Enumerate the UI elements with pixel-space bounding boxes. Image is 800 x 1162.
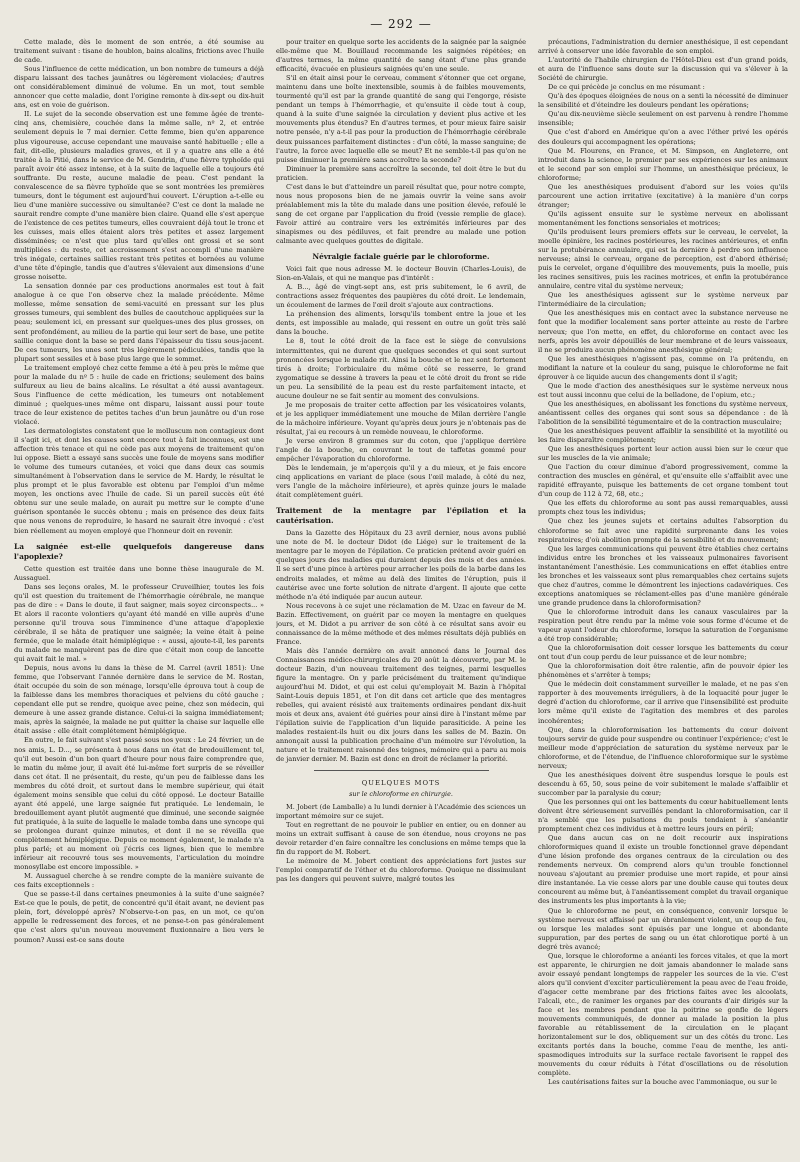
paragraph: Le 8, tout le côté droit de la face est le siège de convulsions intermittentes, qui ne durent que quelques secondes et qui sont surtout prononcées lorsque le malade rit. Ainsi la bouche et le nez sont fortement tirés à droite; l'orbiculaire du même côté se resserre, le grand zygomatique se dessine à travers la peau et le côté droit du front se ride un peu. La sensibilité de la peau est du reste parfaitement intacte, et aucune douleur ne se fait sentir au moment des convulsions.	[276, 337, 526, 400]
paragraph: Diminuer la première sans accroître la seconde, tel doit être le but du praticien.	[276, 164, 526, 182]
paragraph: II. Le sujet de la seconde observation est une femme âgée de trente-cinq ans, chemisière, couchée dans la même salle, nº 2, et entrée seulement depuis le 7 mai dernier. Cette femme, bien qu'en apparence plus vigoureuse, accuse cependant une mauvaise santé habituelle ; elle a fait, dit-elle, plusieurs maladies graves, et il y a quatre ans elle a été traitée à la Pitié, dans le service de M. Gendrin, d'une fièvre typhoïde qui paraît avoir été assez intense, et à la suite de laquelle elle a toujours été souffrante. Du reste, aucune maladie de peau. C'est pendant la convalescence de sa fièvre typhoïde que se sont montrées les premières tumeurs, dont le tégument est aujourd'hui couvert. L'éruption a-t-elle eu lieu d'une manière successive ou simultanée? C'est ce dont la malade ne saurait rendre compte d'une manière bien claire. Quand elle s'est aperçue de l'existence de ces petites tumeurs, elles couvraient déjà tout le tronc et les cuisses, mais elles étaient alors très petites et assez largement disséminées; ce n'est que plus tard qu'elles ont grossi et se sont multipliées : du reste, cet accroissement s'est accompli d'une manière très inégale, certaines saillies restant très petites et bornées au volume d'une tête d'épingle, tandis que d'autres s'élevaient aux dimensions d'une grosse noisette.	[14, 110, 264, 282]
section-heading-saignee: La saignée est-elle quelquefois dangereuse dans l'apoplexie?	[14, 541, 264, 561]
paragraph: Que se passe-t-il dans certaines pneumonies à la suite d'une saignée? Est-ce que le pouls, de petit, de concentré qu'il était avant, ne devient pas plein, fort, développé après? N'observe-t-on pas, en un mot, ce qu'on appelle le redressement des forces, et ne pense-t-on pas généralement que c'est alors qu'un nouveau mouvement fluxionnaire a lieu vers le poumon? Aussi est-ce sans doute	[14, 890, 264, 944]
divider	[314, 770, 489, 771]
paragraph: Sous l'influence de cette médication, un bon nombre de tumeurs a déjà disparu laissant des taches jaunâtres ou légèrement violacées; d'autres ont considérablement diminué de volume. En un mot, tout semble annoncer que cette maladie, dont l'origine remonte à dix-sept ou dix-huit ans, est en voie de guérison.	[14, 65, 264, 110]
paragraph: Qu'ils agissent ensuite sur le système nerveux en abolissant momentanément les fonctions sensoriales et motrices;	[538, 209, 788, 227]
paragraph: Que c'est d'abord en Amérique qu'on a avec l'éther privé les opérés des douleurs qui accompagnent les opérations;	[538, 128, 788, 146]
paragraph: Je verse environ 8 grammes sur du coton, que j'applique derrière l'angle de la bouche, en couvrant le tout de taffetas gommé pour empêcher l'évaporation du chloroforme.	[276, 436, 526, 464]
paragraph: Qu'au dix-neuvième siècle seulement on est parvenu à rendre l'homme insensible;	[538, 110, 788, 128]
paragraph: Les cautérisations faites sur la bouche avec l'ammoniaque, ou sur le	[548, 1078, 777, 1087]
paragraph: Cette question est traitée dans une bonne thèse inaugurale de M. Aussaguel.	[14, 564, 264, 582]
paragraph: Que les anesthésiques, en abolissant les fonctions du système nerveux, anéantissent celles des organes qui sont sous sa dépendance : de là l'abolition de la sensibilité tégumentaire et de la contraction musculaire;	[538, 399, 788, 426]
paragraph: Que le chloroforme ne peut, en conséquence, convenir lorsque le système nerveux est affaissé par un ébranlement violent, un coup de feu, ou lorsque les malades sont épuisés par une longue et abondante suppuration, par des pertes de sang ou un état chlorotique porté à un degré très avancé;	[538, 906, 788, 951]
section-heading-mentagre: Traitement de la mentagre par l'épilation et la cautérisation.	[276, 506, 526, 526]
column-2	[276, 38, 526, 1162]
paragraph: Que chez les jeunes sujets et certains adultes l'absorption du chloroforme se fait avec une rapidité surprenante dans les voies respiratoires; d'où abolition prompte de la sensibilité et du mouvement;	[538, 517, 788, 544]
paragraph: Que les anesthésiques agissent sur le système nerveux par l'intermédiaire de la circulation;	[538, 291, 788, 309]
paragraph: De ce qui précède je conclus en me résumant :	[548, 83, 705, 92]
paragraph: L'autorité de l'habile chirurgien de l'Hôtel-Dieu est d'un grand poids, et aura de l'influence sans doute sur la discussion qui va s'élever à la Société de chirurgie.	[538, 56, 788, 83]
paragraph: Que les anesthésiques mis en contact avec la substance nerveuse ne font que la modifier localement sans porter atteinte au reste de l'arbre nerveux; que l'on mette, en effet, du chloroforme en contact avec les nerfs, après les avoir dépouillés de leur membrane et de leurs vaisseaux, il ne se produira aucun phénomène anesthésique général;	[538, 309, 788, 354]
paragraph: Que les personnes qui ont les battements du cœur habituellement lents doivent être sérieusement surveillés pendant la chloroformisation, car il n'a semblé que les pulsations du pouls tendaient à s'anéantir promptement chez ces individus et à mettre leurs jours en péril;	[538, 797, 788, 834]
paragraph: Dans ses leçons orales, M. le professeur Cruveilhier, toutes les fois qu'il est question du traitement de l'hémorrhagie cérébrale, ne manque pas de dire : « Dans le doute, il faut saigner, mais soyez circonspects... » Et alors il raconte volontiers qu'ayant été mandé en ville auprès d'une personne qu'il trouva sous l'imminence d'une attaque d'apoplexie cérébrale, il se hâta de pratiquer une saignée; la veine était à peine fermée, que le malade était hémiplégique : « aussi, ajoute-t-il, les parents du malade ne manquèrent pas de dire que c'était mon coup de lancette qui avait fait le mal. »	[14, 582, 264, 664]
paragraph: En outre, le fait suivant s'est passé sous nos yeux : Le 24 février, un de nos amis, L. D..., se présenta à nous dans un état de bredouillement tel, qu'il eut besoin d'un bon quart d'heure pour nous faire comprendre que, le matin du même jour, il avait été lui-même fort surpris de se réveiller dans cet état. Il ne présentait, du reste, qu'un peu de faiblesse dans les membres du côté droit, et surtout dans le membre supérieur, qui était également moins sensible que celui du côté opposé. Le docteur Bataille ayant été appelé, une large saignée fut pratiquée. Le lendemain, le bredouillement ayant plutôt augmenté que diminué, une seconde saignée fut pratiquée, à la suite de laquelle le malade tomba dans une syncope qui se prolongea durant quinze minutes, et dont il ne se réveilla que complètement hémiplégique. Depuis ce moment également, le malade n'a plus parlé; et au moment où j'écris ces lignes, bien que le membre inférieur ait recouvré tous ses mouvements, l'articulation du moindre monosyllabe est encore impossible. »	[14, 736, 264, 872]
columns	[14, 38, 788, 1162]
paragraph: Que le médecin doit constamment surveiller le malade, et ne pas s'en rapporter à des mouvements irréguliers, à de la loquacité pour juger le degré d'action du chloroforme, car il arrive que l'insensibilité est produite lors même qu'il existe de l'agitation des membres et des paroles incohérentes;	[538, 680, 788, 725]
paragraph: Que le chloroforme introduit dans les canaux vasculaires par la respiration peut être rendu par la même voie sous forme d'écume et de vapeur ayant l'odeur du chloroforme, lorsque la saturation de l'organisme a été trop considérable;	[538, 607, 788, 644]
section-heading-quelques-mots: QUELQUES MOTS	[361, 778, 441, 787]
paragraph: La préhension des aliments, lorsqu'ils tombent entre la joue et les dents, est impossible au malade, qui ressent en outre un goût très salé dans la bouche.	[276, 310, 526, 337]
paragraph: La sensation donnée par ces productions anormales est tout à fait analogue à ce que l'on observe chez la malade précédente. Même mollesse, même sensation de semi-vacuité en pressant sur les plus grosses tumeurs, qui semblent des bulles de caoutchouc appliquées sur la peau; seulement ici, en pressant sur quelques-unes des plus grosses, on sent profondément, au milieu de la partie qui leur sert de base, une petite saillie conique dont la base se perd dans l'épaisseur du tissu sous-jacent. De ces tumeurs, les unes sont très légèrement pédiculées, tandis que la plupart sont sessiles et à base plus large que le sommet.	[14, 282, 264, 363]
paragraph: Mais dès l'année dernière on avait annoncé dans le Journal des Connaissances médico-chirurgicales du 20 août la découverte, par M. le docteur Bazin, d'un nouveau traitement des teignes, parmi lesquelles figure la mentagre. On y parle précisément du traitement qu'indique aujourd'hui M. Didot, et qui est celui qu'employait M. Bazin à l'hôpital Saint-Louis depuis 1851, et l'on dit dans cet article que des mentagres rebelles, qui avaient résisté aux traitements ordinaires pendant dix-huit mois et deux ans, avaient été guéries pour ainsi dire à l'instant même par l'épilation suivie de l'application d'un liquide parasiticide. A peine les malades restaient-ils huit ou dix jours dans les salles de M. Bazin. On annonçait aussi la publication prochaine d'un mémoire sur l'évolution, la nature et le traitement raisonné des teignes, mémoire qui a paru au mois de janvier dernier. M. Bazin est donc en droit de réclamer la priorité.	[276, 646, 526, 764]
paragraph: C'est dans le but d'atteindre un pareil résultat que, pour notre compte, nous nous proposons bien de ne jamais ouvrir la veine sans avoir préalablement mis la tête du malade dans une position élevée, refoulé le sang de cet organe par l'application du froid (vessie remplie de glace). Favoir attiré au contraire vers les extrémités inférieures par des sinapismes ou des pédiluves, et fait prendre au malade une potion calmante avec quelques gouttes de digitale.	[276, 182, 526, 246]
paragraph: Que les anesthésiques doivent être suspendus lorsque le pouls est descendu à 65, 50, sous peine de voir subitement le malade s'affaiblir et succomber par la paralysie du cœur;	[538, 770, 788, 797]
paragraph: Que la chloroformisation doit cesser lorsque les battements du cœur ont tout d'un coup perdu de leur puissance et de leur nombre;	[538, 644, 788, 662]
section-heading-nevralgie: Névralgie faciale guérie par le chloroforme.	[312, 252, 490, 262]
paragraph: Que le mode d'action des anesthésiques sur le système nerveux nous est tout aussi inconnu que celui de la belladone, de l'opium, etc.;	[538, 381, 788, 399]
page-number: — 292 —	[370, 17, 432, 31]
paragraph: Les dermatologistes constatent que le molluscum non contagieux dont il s'agit ici, et dont les causes sont encore tout à fait inconnues, est une affection très tenace et qui ne cède pas aux moyens de traitement qu'on lui oppose. Biett a essayé sans succès une foule de moyens sans modifier le volume des tumeurs cutanées, et voici que dans deux cas soumis simultanément à l'observation dans le service de M. Hardy, le résultat le plus prompt et le plus favorable est obtenu par l'emploi d'un même moyen, les onctions avec l'huile de cade. Si un pareil succès eût été obtenu sur une seule malade, on aurait pu mettre sur le compte d'une guérison spontanée le succès obtenu ; mais en présence des deux faits que nous venons de reproduire, le hasard ne saurait être invoqué : c'est bien réellement au moyen employé que l'honneur doit en revenir.	[14, 427, 264, 535]
paragraph: Dès le lendemain, je m'aperçois qu'il y a du mieux, et je fais encore cinq applications en variant de place (sous l'œil malade, à côté du nez, vers l'angle de la mâchoire inférieure), et après quinze jours le malade était complètement guéri.	[276, 464, 526, 500]
column-3	[538, 38, 788, 1162]
paragraph: Depuis, nous avons lu dans la thèse de M. Carrel (avril 1851): Une femme, que l'observant l'année dernière dans le service de M. Rostan, était occupée du soin de son ménage, lorsqu'elle éprouva tout à coup de la faiblesse dans les membres thoraciques et pelviens du côté gauche ; cependant elle put se rendre, quoique avec peine, chez son médecin, qui demeure à une assez grande distance. Celui-ci la saigna immédiatement; mais, après la saignée, la malade ne put quitter la chaise sur laquelle elle était assise : elle était complétement hémiplégique.	[14, 664, 264, 736]
paragraph: M. Aussaguel cherche à se rendre compte de la manière suivante de ces faits exceptionnels :	[14, 872, 264, 890]
paragraph: Nous recevons à ce sujet une réclamation de M. Uzac en faveur de M. Bazin. Effectivement, on guérit par ce moyen la mentagre en quelques jours, et M. Didot a pu arriver de son côté à ce résultat sans avoir eu connaissance de la même méthode et des mêmes résultats déjà publiés en France.	[276, 601, 526, 646]
paragraph: Que M. Flourens, en France, et M. Simpson, en Angleterre, ont introduit dans la science, le premier par ses expériences sur les animaux et le second par son emploi sur l'homme, un anesthésique précieux, le chloroforme;	[538, 146, 788, 182]
paragraph: Que dans aucun cas on ne doit recourir aux inspirations chloroformiques quand il existe un trouble fonctionnel grave dépendant d'une lésion profonde des organes centraux de la circulation ou des rendements nerveux. On comprend alors qu'un trouble fonctionnel nouveau s'ajoutant au premier produise une mort rapide, et pour ainsi dire instantanée. La vie cesse alors par une double cause qui toutes deux concourent au même but, à l'anéantissement complet du travail organique des instruments les plus importants à la vie;	[538, 834, 788, 906]
paragraph: pour traiter en quelque sorte les accidents de la saignée par la saignée elle-même que M. Bouillaud recommande les saignées répétées; en d'autres termes, la même quantité de sang étant d'une plus grande efficacité, évacuée en plusieurs saignées qu'en une seule.	[276, 38, 526, 74]
paragraph: Que la chloroformisation doit être ralentie, afin de pouvoir épier les phénomènes et s'arrêter à temps;	[538, 662, 788, 680]
paragraph: Le mémoire de M. Jobert contient des appréciations fort justes sur l'emploi comparatif de l'éther et du chloroforme. Quoique ne dissimulant pas les dangers qui peuvent suivre, malgré toutes les	[276, 856, 526, 883]
paragraph: S'il en était ainsi pour le cerveau, comment s'étonner que cet organe, maintenu dans une boîte inextensible, soumis à de faibles mouvements, tourmenté qu'il est par la grande quantité de sang qui l'engorge, résiste pendant un temps à l'hémorrhagie, et qu'ensuite il cède tout à coup, quand à la suite d'une saignée la circulation y devient plus active et les mouvements plus étendus? En d'autres termes, et pour mieux faire saisir notre pensée, n'y a-t-il pas pour la production de l'hémorrhagie cérébrale deux puissances parfaitement distinctes : d'un côté, la masse sanguine; de l'autre, la force avec laquelle elle se meut? Et ne semble-t-il pas qu'on ne puisse diminuer la première sans accroître la seconde?	[276, 74, 526, 164]
section-subheading: sur le chloroforme en chirurgie.	[349, 789, 453, 798]
paragraph: Dans la Gazette des Hôpitaux du 23 avril dernier, nous avons publié une note de M. le docteur Didot (de Liége) sur le traitement de la mentagre par le moyen de l'épilation. Ce praticien prétend avoir guéri en quelques jours des maladies qui duraient depuis des mois et des années. Il se sert d'une pince à artères pour arracher les poils de la barbe dans les endroits malades, et même au delà des limites de l'éruption, puis il cautérise avec une forte solution de nitrate d'argent. Il ajoute que cette méthode n'a été indiquée par aucun auteur.	[276, 529, 526, 601]
paragraph: Que les anesthésiques n'agissent pas, comme on l'a prétendu, en modifiant la nature et la couleur du sang, puisque le chloroforme ne fait éprouver à ce liquide aucun des changements dont il s'agit;	[538, 354, 788, 381]
paragraph: précautions, l'administration du dernier anesthésique, il est cependant arrivé à conserver une idée favorable de son emploi.	[538, 38, 788, 56]
paragraph: Tout en regrettant de ne pouvoir le publier en entier, ou en donner au moins un extrait suffisant à cause de son étendue, nous croyons ne pas devoir retarder d'en faire connaître les conclusions en même temps que la fin du rapport de M. Robert.	[276, 820, 526, 856]
paragraph: Qu'à des époques éloignées de nous on a senti la nécessité de diminuer la sensibilité et d'éteindre les douleurs pendant les opérations;	[538, 92, 788, 110]
paragraph: Que les effets du chloroforme au sont pas aussi remarquables, aussi prompts chez tous les individus;	[538, 499, 788, 517]
paragraph: Que, dans la chloroformisation les battements du cœur doivent toujours servir de guide pour suspendre ou continuer l'expérience; c'est le meilleur mode d'appréciation de saturation du système nerveux par le chloroforme, et de l'étendue, de l'influence chloroformique sur le système nerveux;	[538, 725, 788, 770]
paragraph: Que les anesthésiques peuvent affaiblir la sensibilité et la myotilité ou les faire disparaître complètement;	[538, 427, 788, 445]
paragraph: Que les larges communications qui peuvent être établies chez certains individus entre les bronches et les vaisseaux pulmonaires favorisent instantanément l'anesthésie. Les communications en effet établies entre les bronches et les vaisseaux sont plus remarquables chez certains sujets que chez d'autres, comme le démontrent les injections cadavériques. Ces exceptions anatomiques se réclament-elles pas d'une manière générale une grande prudence dans la chloroformisation?	[538, 544, 788, 607]
paragraph: Que, lorsque le chloroforme a anéanti les forces vitales, et que la mort est apparente, le chirurgien ne doit jamais abandonner le malade sans avoir essayé pendant longtemps de rappeler les sources de la vie. C'est alors qu'il convient d'exciter particulièrement la peau avec de l'eau froide, d'agacer cette membrane par des frictions faites avec les alcoolats, l'alcali, etc., de ranimer les organes par des courants d'air dirigés sur la face et les membres pendant que la poitrine se gonfle de légers mouvements communiqués, de donner au malade la position la plus favorable au rétablissement de la circulation en le plaçant horizontalement sur le dos, obliquement sur un des côtés du tronc. Les excitants portés dans la bouche, comme l'eau de menthe, les anti-spasmodiques introduits sur la surface rectale favorisent le rappel des mouvements du cœur réduits à l'état d'oscillations ou de résolution complète.	[538, 951, 788, 1078]
paragraph: Je me proposais de traiter cette affection par les vésicatoires volants, et je les appliquer immédiatement une mouche de Milan derrière l'angle de la mâchoire inférieure. Voyant qu'après deux jours je n'obtenais pas de résultat, j'ai eu recours à un remède nouveau, le chloroforme.	[276, 400, 526, 436]
paragraph: Qu'ils produisent leurs premiers effets sur le cerveau, le cervelet, la moelle épinière, les racines postérieures, les racines antérieures, et enfin sur la protubérance annulaire, qui est la dernière à perdre son influence nerveuse; ainsi le cerveau, organe de perception, est d'abord éthérisé; puis le cervelet, organe d'équilibre des mouvements, puis la moelle, puis les racines sensitives, puis les racines motrices, et enfin la protubérance annulaire, centre vital du système nerveux;	[538, 227, 788, 291]
paragraph: Que les anesthésiques portent leur action aussi bien sur le cœur que sur les muscles de la vie animale;	[538, 445, 788, 463]
paragraph: Voici fait que nous adresse M. le docteur Bouvin (Charles-Louis), de Sion-en-Valais, et qui ne manque pas d'intérêt :	[276, 265, 526, 283]
paragraph: Que les anesthésiques produisent d'abord sur les voies qu'ils parcourent une action irritative (excitative) à la manière d'un corps étranger;	[538, 182, 788, 209]
column-1	[14, 38, 264, 1162]
paragraph: Que l'action du cœur diminue d'abord progressivement, comme la contraction des muscles en général, et qu'ensuite elle s'affaiblit avec une rapidité effrayante, puisque les battements de cet organe tombent tout d'un coup de 112 à 72, 68, etc.;	[538, 463, 788, 499]
paragraph: Le traitement employé chez cette femme a été à peu près le même que pour la malade du nº 5 : huile de cade en frictions; seulement des bains sulfureux au lieu de bains alcalins. Le résultat a été aussi avantageux. Sous l'influence de cette médication, les tumeurs ont notablement diminué ; quelques-unes même ont disparu, laissant aussi pour toute trace de leur existence de petites taches d'un brun jaunâtre ou d'un rose violacé.	[14, 363, 264, 426]
paragraph: A. B..., âgé de vingt-sept ans, est pris subitement, le 6 avril, de contractions assez fréquentes des paupières du côté droit. Le lendemain, un écoulement de larmes de l'œil droit s'ajoute aux contractions.	[276, 283, 526, 310]
paragraph: M. Jobert (de Lamballe) a lu lundi dernier à l'Académie des sciences un important mémoire sur ce sujet.	[276, 802, 526, 820]
paragraph: Cette malade, dès le moment de son entrée, a été soumise au traitement suivant : tisane de houblon, bains alcalins, frictions avec l'huile de cade.	[14, 38, 264, 65]
